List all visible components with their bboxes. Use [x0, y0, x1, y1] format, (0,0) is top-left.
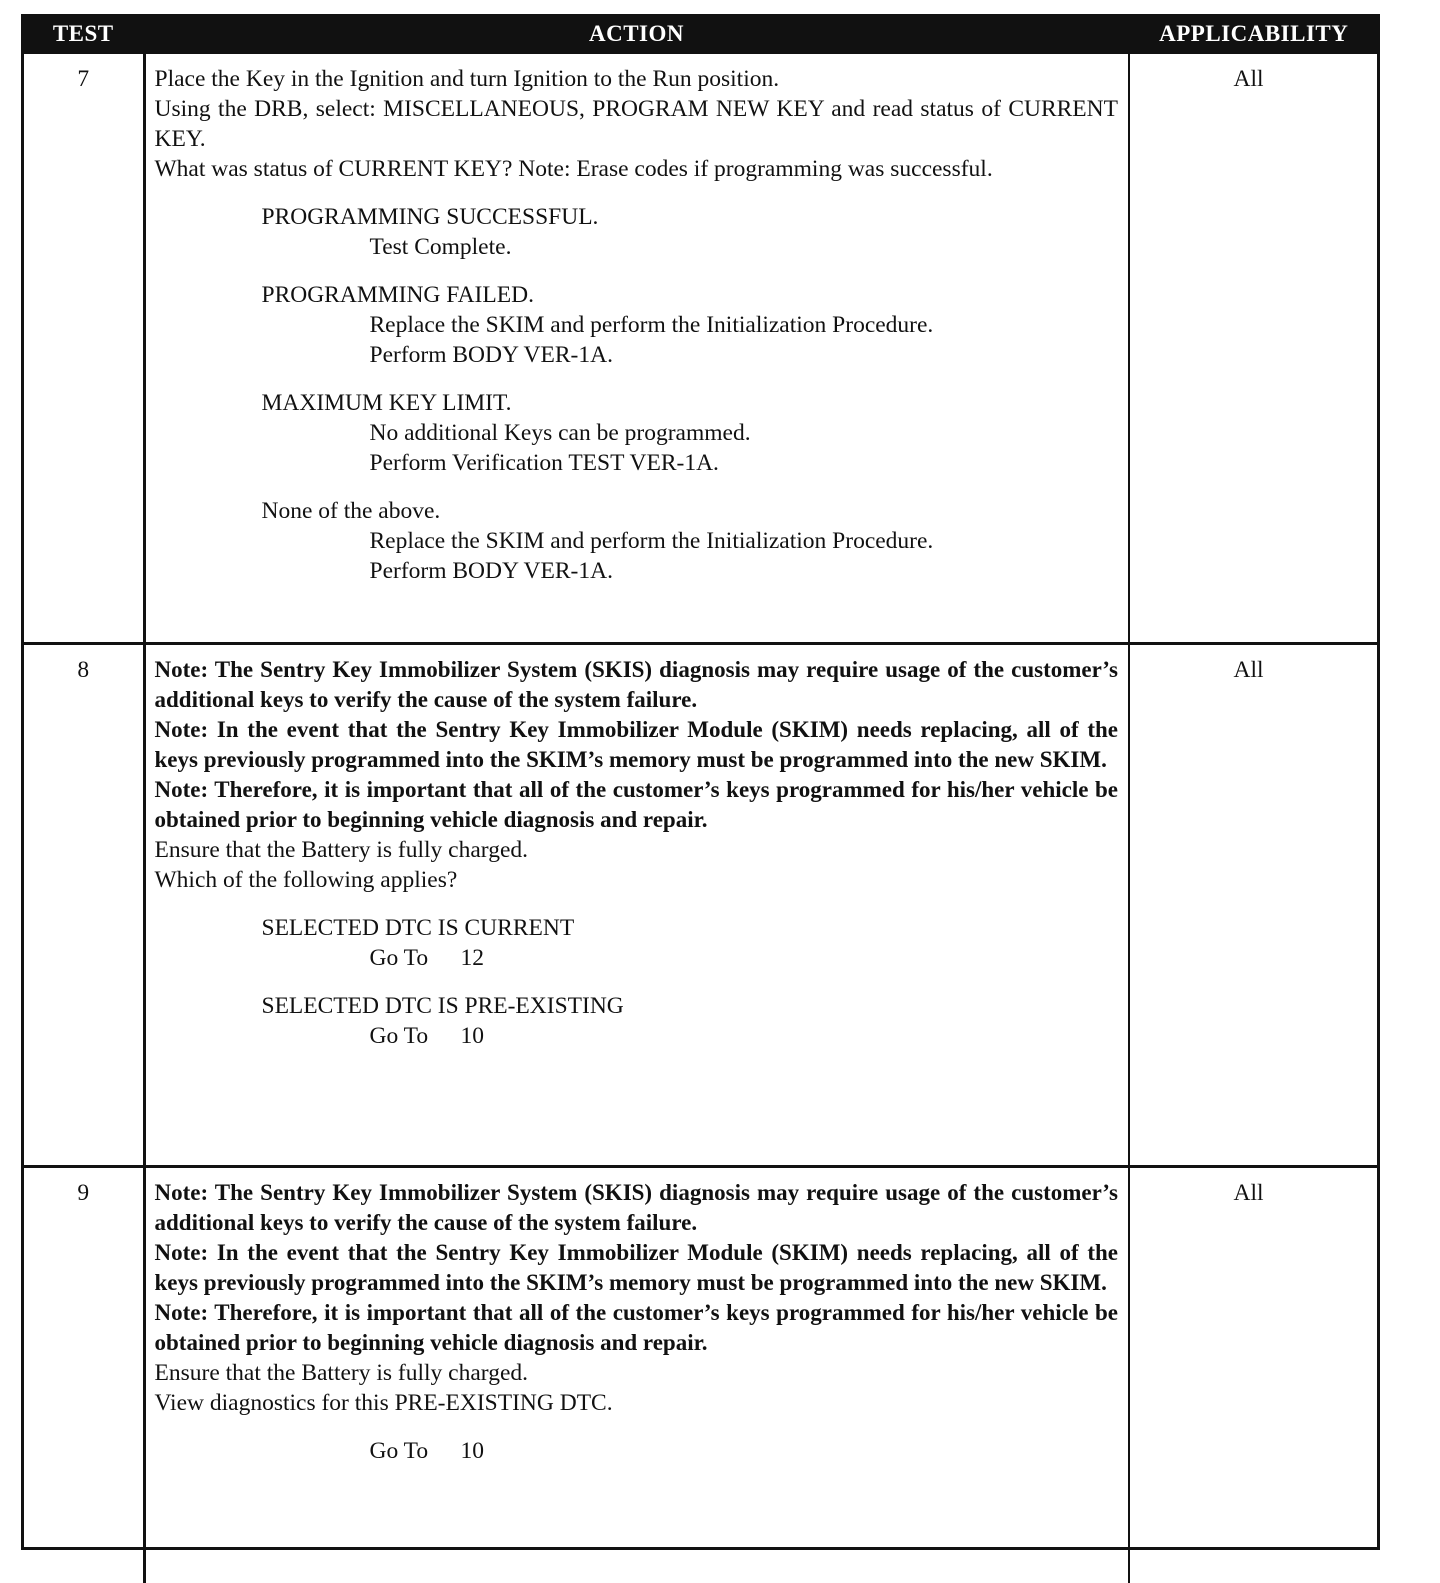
result-option-label: SELECTED DTC IS PRE-EXISTING — [262, 991, 1119, 1021]
applicability-value: All — [1129, 54, 1377, 644]
goto-step-number: 10 — [461, 1023, 485, 1049]
instruction-text: View diagnostics for this PRE-EXISTING DTC. — [155, 1388, 1119, 1418]
table-row-test-8 — [24, 644, 1377, 1167]
header-applicability: APPLICABILITY — [1129, 14, 1377, 54]
result-option-action: No additional Keys can be programmed. — [370, 418, 1119, 448]
note-text: Note: The Sentry Key Immobilizer System (SKIS) diagnosis may require usage of the customer’s additional keys to verify the cause of the system failure. — [155, 655, 1119, 715]
test-number: 9 — [24, 1167, 144, 1583]
note-text: Note: The Sentry Key Immobilizer System (SKIS) diagnosis may require usage of the customer’s additional keys to verify the cause of the system failure. — [155, 1178, 1119, 1238]
applicability-value: All — [1129, 1167, 1377, 1583]
action-cell — [144, 1167, 1129, 1583]
instruction-text: What was status of CURRENT KEY? Note: Erase codes if programming was successful. — [155, 154, 1119, 184]
action-cell — [144, 644, 1129, 1167]
action-cell — [144, 54, 1129, 644]
table-header-row — [24, 14, 1377, 54]
result-option-label: None of the above. — [262, 496, 1119, 526]
goto-step — [370, 943, 1119, 973]
result-option-action: Perform BODY VER-1A. — [370, 556, 1119, 586]
diagnostic-procedure-page — [21, 14, 1380, 1550]
note-text: Note: In the event that the Sentry Key Immobilizer Module (SKIM) needs replacing, all of the keys previously programmed into the SKIM’s memory must be programmed into the new SKIM. — [155, 715, 1119, 775]
test-number: 7 — [24, 54, 144, 644]
goto-label: Go To — [370, 1436, 461, 1466]
instruction-text: Ensure that the Battery is fully charged. — [155, 1358, 1119, 1388]
goto-step — [370, 1436, 1119, 1466]
note-text: Note: Therefore, it is important that all of the customer’s keys programmed for his/her vehicle be obtained prior to beginning vehicle diagnosis and repair. — [155, 775, 1119, 835]
goto-label: Go To — [370, 943, 461, 973]
diagnostic-test-table — [24, 14, 1377, 1583]
goto-step-number: 12 — [461, 945, 485, 971]
applicability-value: All — [1129, 644, 1377, 1167]
result-option-action: Perform BODY VER-1A. — [370, 340, 1119, 370]
result-option-label: PROGRAMMING FAILED. — [262, 280, 1119, 310]
goto-label: Go To — [370, 1021, 461, 1051]
instruction-text: Which of the following applies? — [155, 865, 1119, 895]
table-row-test-9 — [24, 1167, 1377, 1583]
instruction-text: Ensure that the Battery is fully charged. — [155, 835, 1119, 865]
header-action: ACTION — [144, 14, 1129, 54]
result-option-label: MAXIMUM KEY LIMIT. — [262, 388, 1119, 418]
result-option-action: Test Complete. — [370, 232, 1119, 262]
note-text: Note: In the event that the Sentry Key Immobilizer Module (SKIM) needs replacing, all of the keys previously programmed into the SKIM’s memory must be programmed into the new SKIM. — [155, 1238, 1119, 1298]
header-test: TEST — [24, 14, 144, 54]
note-text: Note: Therefore, it is important that all of the customer’s keys programmed for his/her vehicle be obtained prior to beginning vehicle diagnosis and repair. — [155, 1298, 1119, 1358]
instruction-text: Using the DRB, select: MISCELLANEOUS, PROGRAM NEW KEY and read status of CURRENT KEY. — [155, 94, 1119, 154]
result-option-action: Perform Verification TEST VER-1A. — [370, 448, 1119, 478]
table-row-test-7 — [24, 54, 1377, 644]
result-option-action: Replace the SKIM and perform the Initialization Procedure. — [370, 310, 1119, 340]
result-option-action: Replace the SKIM and perform the Initialization Procedure. — [370, 526, 1119, 556]
instruction-text: Place the Key in the Ignition and turn Ignition to the Run position. — [155, 64, 1119, 94]
goto-step — [370, 1021, 1119, 1051]
result-option-label: SELECTED DTC IS CURRENT — [262, 913, 1119, 943]
goto-step-number: 10 — [461, 1438, 485, 1464]
result-option-label: PROGRAMMING SUCCESSFUL. — [262, 202, 1119, 232]
test-number: 8 — [24, 644, 144, 1167]
